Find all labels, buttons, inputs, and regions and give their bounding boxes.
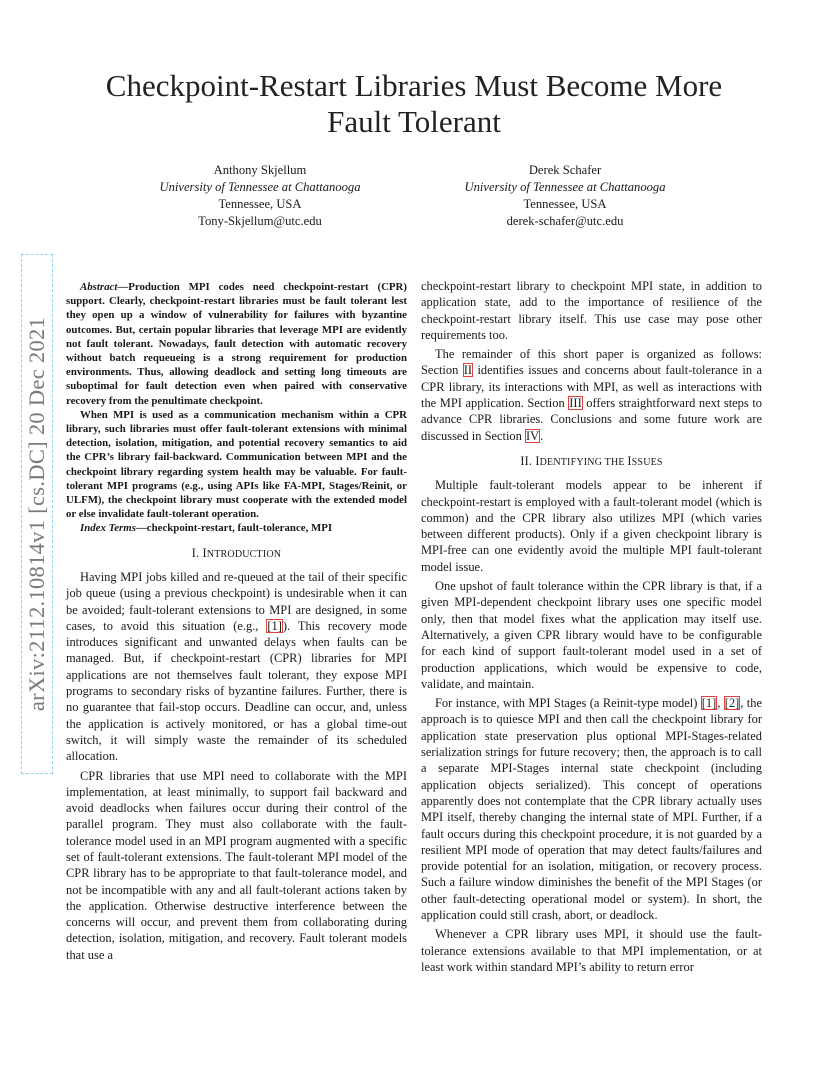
author-block-1 (130, 162, 390, 230)
arxiv-stamp[interactable]: arXiv:2112.10814v1 [cs.DC] 20 Dec 2021 (21, 254, 53, 774)
section-title-rest: DENTIFYING THE (539, 456, 628, 468)
citation-link[interactable]: [2] (724, 696, 740, 711)
author-location: Tennessee, USA (523, 197, 607, 211)
issues-text-3b: , the approach is to quiesce MPI and then call the checkpoint library for application state preservation plus optional MPI-Stages-related serialization strings for future recovery; then, the approach is to call a separate MPI-Stages internal state checkpoint (including application objects serialized). This concept of operations apparently does not contemplate that the CPR library actually uses MPI itself, thereby changing the internal state of MPI. Further, if a fault occurs during this checkpoint procedure, it is not guarded by a resilient MPI mode of operation that may detect faults/failures and provide potential for an isolation, mitigation, or recovery process. Such a failure window diminishes the benefit of the MPI Stages (or other fault-detecting operational model or system). In short, the application could still crash, abort, or deadlock. (421, 696, 763, 922)
issues-paragraph-1: Multiple fault-tolerant models appear to be inherent if checkpoint-restart is employed with a fault-tolerant model (which is common) and the CPR library also utilizes MPI (which varies between different products). Only if a given checkpoint library is MPI-free can one evidently avoid the multiple MPI fault-tolerant model issue. (421, 478, 762, 574)
section-heading-issues (421, 453, 762, 471)
right-paragraph-2 (421, 346, 762, 444)
intro-paragraph-1 (66, 569, 407, 765)
section-ref-link[interactable]: III (569, 396, 582, 411)
intro-text-1a: Having MPI jobs killed and re-queued at the tail of their specific job queue (using a previous checkpoint) is undesirable when it can be avoided; fault-tolerant extensions to MPI are designed, in some cases, to avoid this situation (e.g., (66, 569, 407, 633)
intro-text-1b: ). This recovery mode introduces significant and unwanted delays when faults can be managed. But, if checkpoint-restart (CPR) libraries for MPI applications are not themselves fault tolerant, they expose MPI programs to secondary risks of byzantine failures. Further, there is no guarantee that fail-stop occurs. Deadline can occur, and, unless the application is actively monitored, or has a global time-out switch, it will simply waste the remainder of its scheduled allocation. (66, 618, 407, 764)
citation-link[interactable]: [1] (701, 696, 717, 711)
author-location: Tennessee, USA (218, 197, 302, 211)
paper-title (40, 68, 788, 140)
issues-paragraph-3 (421, 695, 762, 923)
abstract-paragraph-2 (66, 408, 407, 522)
section-number: II. (520, 453, 536, 468)
section-title-rest: SSUES (631, 456, 663, 468)
left-column (66, 280, 407, 963)
author-affiliation: University of Tennessee at Chattanooga (159, 180, 361, 194)
abstract-paragraph-1 (66, 280, 407, 408)
issues-paragraph-2: One upshot of fault tolerance within the CPR library is that, if a given MPI-dependent checkpoint library uses one specific model only, then that model fixes what the application may itself use. Alternatively, a given CPR library would have to be configurable for each kind of support fault-tolerant model used in a set of production applications, which would be expensive to code, validate, and maintain. (421, 579, 762, 691)
abstract-text-1: —Production MPI codes need checkpoint-restart (CPR) support. Clearly, checkpoint-restart libraries must be fault tolerant lest they open up a window of vulnerability for failures with byzantine outcomes. But, certain popular libraries that leverage MPI are evidently not fault tolerant. Nowadays, fault detection with automatic recovery without batch requeueing is a strong requirement for production environments. Thus, allowing deadlock and setting long timeouts are suboptimal for fault detection even when paired with conservative recovery from the penultimate checkpoint. (66, 281, 407, 407)
outline-text-b: identifies issues and concerns about fault-tolerance in a CPR library, its interactions with MPI, as well as interactions with the MPI application. Section (421, 363, 762, 411)
section-number: I. (191, 545, 203, 560)
abstract (66, 280, 407, 536)
outline-text-a: The remainder of this short paper is organized as follows: Section (421, 347, 762, 378)
index-terms (66, 521, 407, 535)
author-email: Tony-Skjellum@utc.edu (198, 214, 322, 228)
index-terms-text: —checkpoint-restart, fault-tolerance, MPI (135, 522, 333, 535)
outline-text-c: offers straightforward next steps to advance CPR libraries. Conclusions and some future work are discussed in Section (421, 396, 762, 443)
index-terms-label: Index Terms (80, 522, 136, 535)
outline-text-d: . (540, 428, 544, 443)
section-heading-introduction (66, 545, 407, 563)
section-ref-link[interactable]: IV (525, 428, 540, 443)
section-initial: I (202, 545, 207, 560)
section-title-rest: NTRODUCTION (206, 548, 282, 560)
right-paragraph-1: checkpoint-restart library to checkpoint MPI state, in addition to application state, add to the importance of resilience of the checkpoint-restart library itself. This use case may pose other requirements too. (421, 279, 762, 342)
citation-separator: , (717, 696, 724, 711)
issues-paragraph-4: Whenever a CPR library uses MPI, it should use the fault-tolerance extensions available to that MPI implementation, or at least work within standard MPI’s ability to return error (421, 927, 762, 974)
author-affiliation: University of Tennessee at Chattanooga (464, 180, 666, 194)
title-line-2: Fault Tolerant (327, 104, 501, 139)
author-name: Anthony Skjellum (213, 163, 307, 177)
abstract-text-2: When MPI is used as a communication mechanism within a CPR library, such libraries must offer fault-tolerant extensions with minimal detection, isolation, mitigation, and potential recovery semantics to aid the CPR’s library fail-backward. Communication between MPI and the checkpoint library regarding system health may be valuable. For fault-tolerant MPI programs (e.g., using APIs like FA-MPI, Stages/Reinit, or ULFM), the checkpoint library must cooperate with the extended model or else invalidate fault-tolerant operation. (66, 408, 407, 521)
issues-text-3a: For instance, with MPI Stages (a Reinit-type model) (435, 696, 701, 711)
section-initial: I (535, 453, 540, 468)
arxiv-sidebar (20, 255, 54, 773)
right-column (421, 278, 762, 975)
author-block-2 (434, 162, 696, 230)
abstract-label: Abstract (80, 281, 118, 293)
title-line-1: Checkpoint-Restart Libraries Must Become More (105, 68, 723, 103)
author-email: derek-schafer@utc.edu (506, 214, 624, 228)
intro-paragraph-2: CPR libraries that use MPI need to collaborate with the MPI implementation, at least minimally, to support fail backward and avoid deadlocks when failures occur during their control of the parallel program. They must also collaborate with the fault-tolerance model used in an MPI program augmented with a specific set of fault-tolerant extensions. The fault-tolerant MPI model of the CPR library has to be appropriate to that fault-tolerance model, and not be incompatible with any and all fault-tolerant actions taken by the application. Otherwise destructive interference between the concerns will occur, and prevent them from collaborating during detection, isolation, mitigation, and recovery. Fault tolerant models that use a (66, 768, 407, 962)
citation-link[interactable]: [1] (267, 618, 282, 633)
section-ref-link[interactable]: II (463, 363, 473, 378)
author-name: Derek Schafer (528, 163, 602, 177)
section-initial: I (627, 453, 632, 468)
